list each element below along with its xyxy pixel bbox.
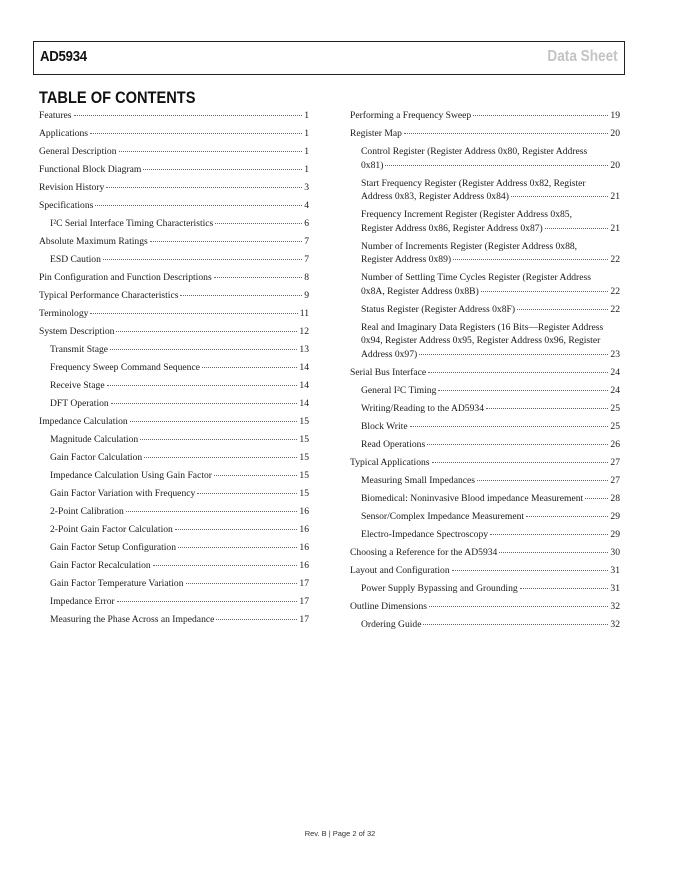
toc-entry[interactable] (350, 208, 620, 235)
toc-entry[interactable] (350, 618, 620, 632)
toc-page-number: 14 (299, 380, 309, 391)
toc-leader-dots (153, 565, 298, 566)
toc-leader-dots (499, 552, 608, 553)
toc-page-number: 15 (299, 470, 309, 481)
toc-entry[interactable] (350, 127, 620, 141)
toc-leader-dots (481, 291, 609, 292)
toc-entry[interactable] (39, 559, 309, 573)
toc-entry-title: Functional Block Diagram (39, 164, 142, 175)
toc-entry[interactable] (350, 546, 620, 560)
toc-leader-dots (404, 133, 608, 134)
toc-entry[interactable] (39, 541, 309, 555)
toc-page-number: 17 (299, 578, 309, 589)
toc-leader-dots (106, 187, 302, 188)
toc-entry-title: Measuring Small Impedances (361, 474, 476, 486)
toc-entry-title: Sensor/Complex Impedance Measurement (361, 510, 525, 522)
toc-entry-title: Performing a Frequency Sweep (350, 110, 472, 121)
toc-leader-dots (452, 570, 609, 571)
toc-entry[interactable] (350, 109, 620, 123)
toc-page-number: 13 (299, 344, 309, 355)
toc-leader-dots (90, 313, 297, 314)
toc-entry-title: Number of Settling Time Cycles Register (Register Address (361, 272, 591, 283)
toc-leader-dots (202, 367, 297, 368)
toc-entry[interactable] (39, 343, 309, 357)
toc-page-number: 24 (610, 384, 620, 396)
toc-page-number: 1 (304, 110, 309, 121)
toc-page-number: 16 (299, 542, 309, 553)
toc-page-number: 6 (304, 218, 309, 229)
toc-page-number: 15 (299, 434, 309, 445)
toc-left-column (39, 109, 309, 631)
toc-leader-dots (486, 408, 608, 409)
toc-entry-title: System Description (39, 326, 115, 337)
toc-entry-title: Typical Performance Characteristics (39, 290, 179, 301)
toc-leader-dots (144, 457, 297, 458)
toc-page-number: 31 (610, 582, 620, 594)
toc-entry[interactable] (350, 271, 620, 298)
toc-page-number: 3 (304, 182, 309, 193)
toc-leader-dots (215, 223, 302, 224)
toc-leader-dots (110, 349, 297, 350)
toc-leader-dots (419, 354, 608, 355)
part-number: AD5934 (40, 48, 87, 65)
toc-leader-dots (119, 151, 303, 152)
toc-page-number: 9 (304, 290, 309, 301)
toc-entry[interactable] (39, 145, 309, 159)
toc-entry[interactable] (39, 577, 309, 591)
toc-entry[interactable] (350, 564, 620, 578)
toc-entry-title-continued: Register Address 0x89) (361, 254, 452, 265)
toc-page-number: 25 (610, 402, 620, 414)
toc-entry[interactable] (350, 438, 620, 452)
toc-entry-title: Number of Increments Register (Register Address 0x88, (361, 240, 578, 252)
toc-page-number: 4 (304, 200, 309, 211)
toc-entry[interactable] (350, 402, 620, 416)
toc-entry[interactable] (350, 456, 620, 470)
toc-entry[interactable] (39, 127, 309, 141)
toc-entry-title: Gain Factor Variation with Frequency (50, 488, 196, 499)
toc-page-number: 29 (610, 510, 620, 522)
toc-entry-title: Transmit Stage (50, 344, 109, 355)
toc-entry[interactable] (39, 361, 309, 375)
toc-entry[interactable] (350, 177, 620, 204)
toc-entry-title: Magnitude Calculation (50, 434, 139, 445)
toc-entry-title: Serial Bus Interface (350, 366, 427, 378)
toc-entry[interactable] (350, 600, 620, 614)
toc-entry[interactable] (39, 523, 309, 537)
toc-leader-dots (107, 385, 298, 386)
toc-leader-dots (517, 309, 608, 310)
toc-page-number: 1 (304, 164, 309, 175)
toc-entry[interactable] (350, 492, 620, 506)
toc-page-number: 17 (299, 614, 309, 625)
toc-entry-title: Ordering Guide (361, 618, 422, 630)
toc-entry-title: Absolute Maximum Ratings (39, 236, 148, 247)
toc-entry-title-continued: 0x94, Register Address 0x95, Register Address 0x96, Register (361, 335, 601, 346)
toc-entry[interactable] (39, 307, 309, 321)
toc-page-number: 14 (299, 398, 309, 409)
toc-entry-title: Block Write (361, 420, 408, 432)
toc-entry-title: Layout and Configuration (350, 564, 450, 576)
toc-entry[interactable] (39, 109, 309, 123)
toc-entry-title: Measuring the Phase Across an Impedance (50, 614, 215, 625)
toc-page-number: 26 (610, 438, 620, 450)
toc-leader-dots (526, 516, 608, 517)
toc-entry-title: Impedance Calculation (39, 416, 128, 427)
toc-leader-dots (423, 624, 608, 625)
toc-entry-title: Control Register (Register Address 0x80, Register Address (361, 146, 588, 157)
toc-leader-dots (429, 606, 608, 607)
toc-leader-dots (477, 480, 608, 481)
toc-entry-title-continued: 0x81) (361, 159, 384, 171)
toc-page-number: 32 (610, 600, 620, 612)
toc-leader-dots (490, 534, 608, 535)
toc-page-number: 23 (610, 348, 620, 360)
toc-entry[interactable] (350, 303, 620, 317)
toc-entry[interactable] (39, 199, 309, 213)
toc-entry[interactable] (350, 321, 620, 362)
toc-leader-dots (150, 241, 302, 242)
toc-page-number: 7 (304, 254, 309, 265)
toc-page-number: 16 (299, 560, 309, 571)
toc-entry[interactable] (350, 384, 620, 398)
toc-page-number: 19 (610, 110, 620, 121)
toc-page-number: 14 (299, 362, 309, 373)
toc-entry[interactable] (39, 613, 309, 627)
toc-leader-dots (214, 277, 303, 278)
toc-leader-dots (511, 196, 609, 197)
toc-entry[interactable] (39, 163, 309, 177)
doc-type: Data Sheet (547, 48, 618, 65)
toc-entry[interactable] (350, 528, 620, 542)
toc-leader-dots (427, 444, 608, 445)
page-footer: Rev. B | Page 2 of 32 (304, 829, 376, 838)
toc-entry[interactable] (350, 510, 620, 524)
toc-entry-title: Frequency Increment Register (Register Address 0x85, (361, 209, 573, 220)
toc-entry-title: Features (39, 110, 72, 121)
toc-entry-title: Gain Factor Calculation (50, 452, 143, 463)
toc-entry-title-continued: 0x8A, Register Address 0x8B) (361, 285, 479, 297)
toc-leader-dots (520, 588, 609, 589)
toc-page-number: 29 (610, 528, 620, 540)
toc-entry-title: Typical Applications (350, 456, 430, 468)
toc-leader-dots (117, 601, 298, 602)
toc-entry-title: Real and Imaginary Data Registers (16 Bits—Register Address (361, 321, 604, 333)
toc-entry-title: Read Operations (361, 438, 426, 450)
toc-page-number: 27 (610, 456, 620, 468)
toc-entry-title: Gain Factor Setup Configuration (50, 542, 177, 553)
toc-page-number: 15 (299, 416, 309, 427)
toc-leader-dots (111, 403, 298, 404)
toc-page-number: 11 (299, 308, 309, 319)
toc-entry[interactable] (39, 271, 309, 285)
toc-entry[interactable] (39, 433, 309, 447)
toc-entry[interactable] (350, 366, 620, 380)
toc-entry[interactable] (39, 451, 309, 465)
toc-page-number: 21 (610, 191, 620, 202)
toc-entry[interactable] (39, 397, 309, 411)
toc-entry[interactable] (39, 181, 309, 195)
toc-leader-dots (103, 259, 302, 260)
toc-entry-title: Register Map (350, 128, 402, 139)
toc-entry-title: Revision History (39, 182, 105, 193)
toc-entry-title: Impedance Calculation Using Gain Factor (50, 470, 212, 481)
toc-page-number: 1 (304, 128, 309, 139)
toc-entry-title: Start Frequency Register (Register Address 0x82, Register (361, 177, 586, 189)
toc-entry-title: Pin Configuration and Function Descriptions (39, 272, 212, 283)
toc-entry-title: Receive Stage (50, 380, 105, 391)
toc-page-number: 15 (299, 488, 309, 499)
toc-entry[interactable] (350, 474, 620, 488)
toc-entry[interactable] (39, 235, 309, 249)
toc-page-number: 22 (610, 285, 620, 297)
toc-leader-dots (545, 228, 609, 229)
toc-leader-dots (410, 426, 609, 427)
toc-page-number: 28 (610, 492, 620, 504)
toc-leader-dots (116, 331, 297, 332)
toc-entry-title-continued: Address 0x97) (361, 348, 418, 360)
toc-page-number: 1 (304, 146, 309, 157)
toc-entry-title: Outline Dimensions (350, 600, 428, 612)
toc-entry[interactable] (39, 217, 309, 231)
toc-leader-dots (585, 498, 608, 499)
toc-entry-title: Gain Factor Temperature Variation (50, 578, 184, 589)
toc-entry-title-continued: Register Address 0x86, Register Address 0x87) (361, 222, 543, 234)
toc-entry-title: Choosing a Reference for the AD5934 (350, 546, 498, 558)
toc-leader-dots (216, 619, 297, 620)
toc-entry[interactable] (39, 595, 309, 609)
toc-leader-dots (186, 583, 298, 584)
toc-page-number: 32 (610, 618, 620, 630)
toc-title: TABLE OF CONTENTS (39, 88, 196, 107)
toc-leader-dots (175, 529, 298, 530)
toc-page-number: 8 (304, 272, 309, 283)
toc-entry-title: Applications (39, 128, 89, 139)
toc-entry[interactable] (39, 325, 309, 339)
toc-entry[interactable] (350, 420, 620, 434)
toc-entry[interactable] (39, 289, 309, 303)
toc-entry[interactable] (350, 145, 620, 172)
toc-leader-dots (438, 390, 608, 391)
toc-entry[interactable] (350, 240, 620, 267)
toc-page-number: 24 (610, 366, 620, 378)
toc-leader-dots (126, 511, 298, 512)
toc-leader-dots (197, 493, 297, 494)
toc-entry-title: ESD Caution (50, 254, 101, 265)
toc-leader-dots (453, 259, 608, 260)
toc-page-number: 25 (610, 420, 620, 432)
toc-leader-dots (95, 205, 302, 206)
toc-page-number: 22 (610, 254, 620, 265)
header-box (33, 41, 625, 75)
toc-leader-dots (140, 439, 297, 440)
toc-leader-dots (473, 115, 608, 116)
toc-page-number: 20 (610, 159, 620, 171)
toc-entry-title: DFT Operation (50, 398, 109, 409)
toc-page-number: 17 (299, 596, 309, 607)
toc-entry-title: Status Register (Register Address 0x8F) (361, 303, 516, 315)
toc-leader-dots (143, 169, 302, 170)
toc-entry[interactable] (39, 379, 309, 393)
toc-leader-dots (385, 165, 608, 166)
toc-entry[interactable] (350, 582, 620, 596)
toc-leader-dots (90, 133, 302, 134)
toc-right-column (350, 109, 620, 636)
toc-page-number: 21 (610, 222, 620, 234)
toc-entry[interactable] (39, 415, 309, 429)
toc-leader-dots (214, 475, 297, 476)
toc-entry-title: Specifications (39, 200, 94, 211)
toc-entry-title: Terminology (39, 308, 89, 319)
toc-entry-title: Impedance Error (50, 596, 115, 607)
toc-entry[interactable] (39, 487, 309, 501)
toc-entry-title: 2-Point Gain Factor Calculation (50, 524, 173, 535)
toc-entry[interactable] (39, 253, 309, 267)
toc-page-number: 16 (299, 524, 309, 535)
toc-entry-title-continued: Address 0x83, Register Address 0x84) (361, 191, 509, 202)
toc-leader-dots (180, 295, 302, 296)
toc-entry-title: Gain Factor Recalculation (50, 560, 151, 571)
toc-page-number: 7 (304, 236, 309, 247)
toc-entry-title: I²C Serial Interface Timing Characteristics (50, 218, 214, 229)
toc-leader-dots (178, 547, 297, 548)
toc-leader-dots (428, 372, 608, 373)
toc-entry-title: General Description (39, 146, 117, 157)
toc-entry[interactable] (39, 505, 309, 519)
toc-entry-title: Writing/Reading to the AD5934 (361, 402, 484, 414)
toc-leader-dots (130, 421, 298, 422)
toc-page-number: 31 (610, 564, 620, 576)
toc-page-number: 12 (299, 326, 309, 337)
toc-entry-title: Electro-Impedance Spectroscopy (361, 528, 489, 540)
toc-entry-title: Power Supply Bypassing and Grounding (361, 582, 518, 594)
toc-entry-title: Biomedical: Noninvasive Blood impedance Measurement (361, 492, 584, 504)
toc-page-number: 30 (610, 546, 620, 558)
toc-entry[interactable] (39, 469, 309, 483)
toc-entry-title: General I²C Timing (361, 384, 437, 396)
toc-page-number: 20 (610, 128, 620, 139)
toc-entry-title: Frequency Sweep Command Sequence (50, 362, 200, 373)
toc-leader-dots (432, 462, 609, 463)
toc-page-number: 22 (610, 303, 620, 315)
toc-page-number: 15 (299, 452, 309, 463)
toc-page-number: 16 (299, 506, 309, 517)
toc-entry-title: 2-Point Calibration (50, 506, 124, 517)
toc-page-number: 27 (610, 474, 620, 486)
toc-leader-dots (74, 115, 303, 116)
